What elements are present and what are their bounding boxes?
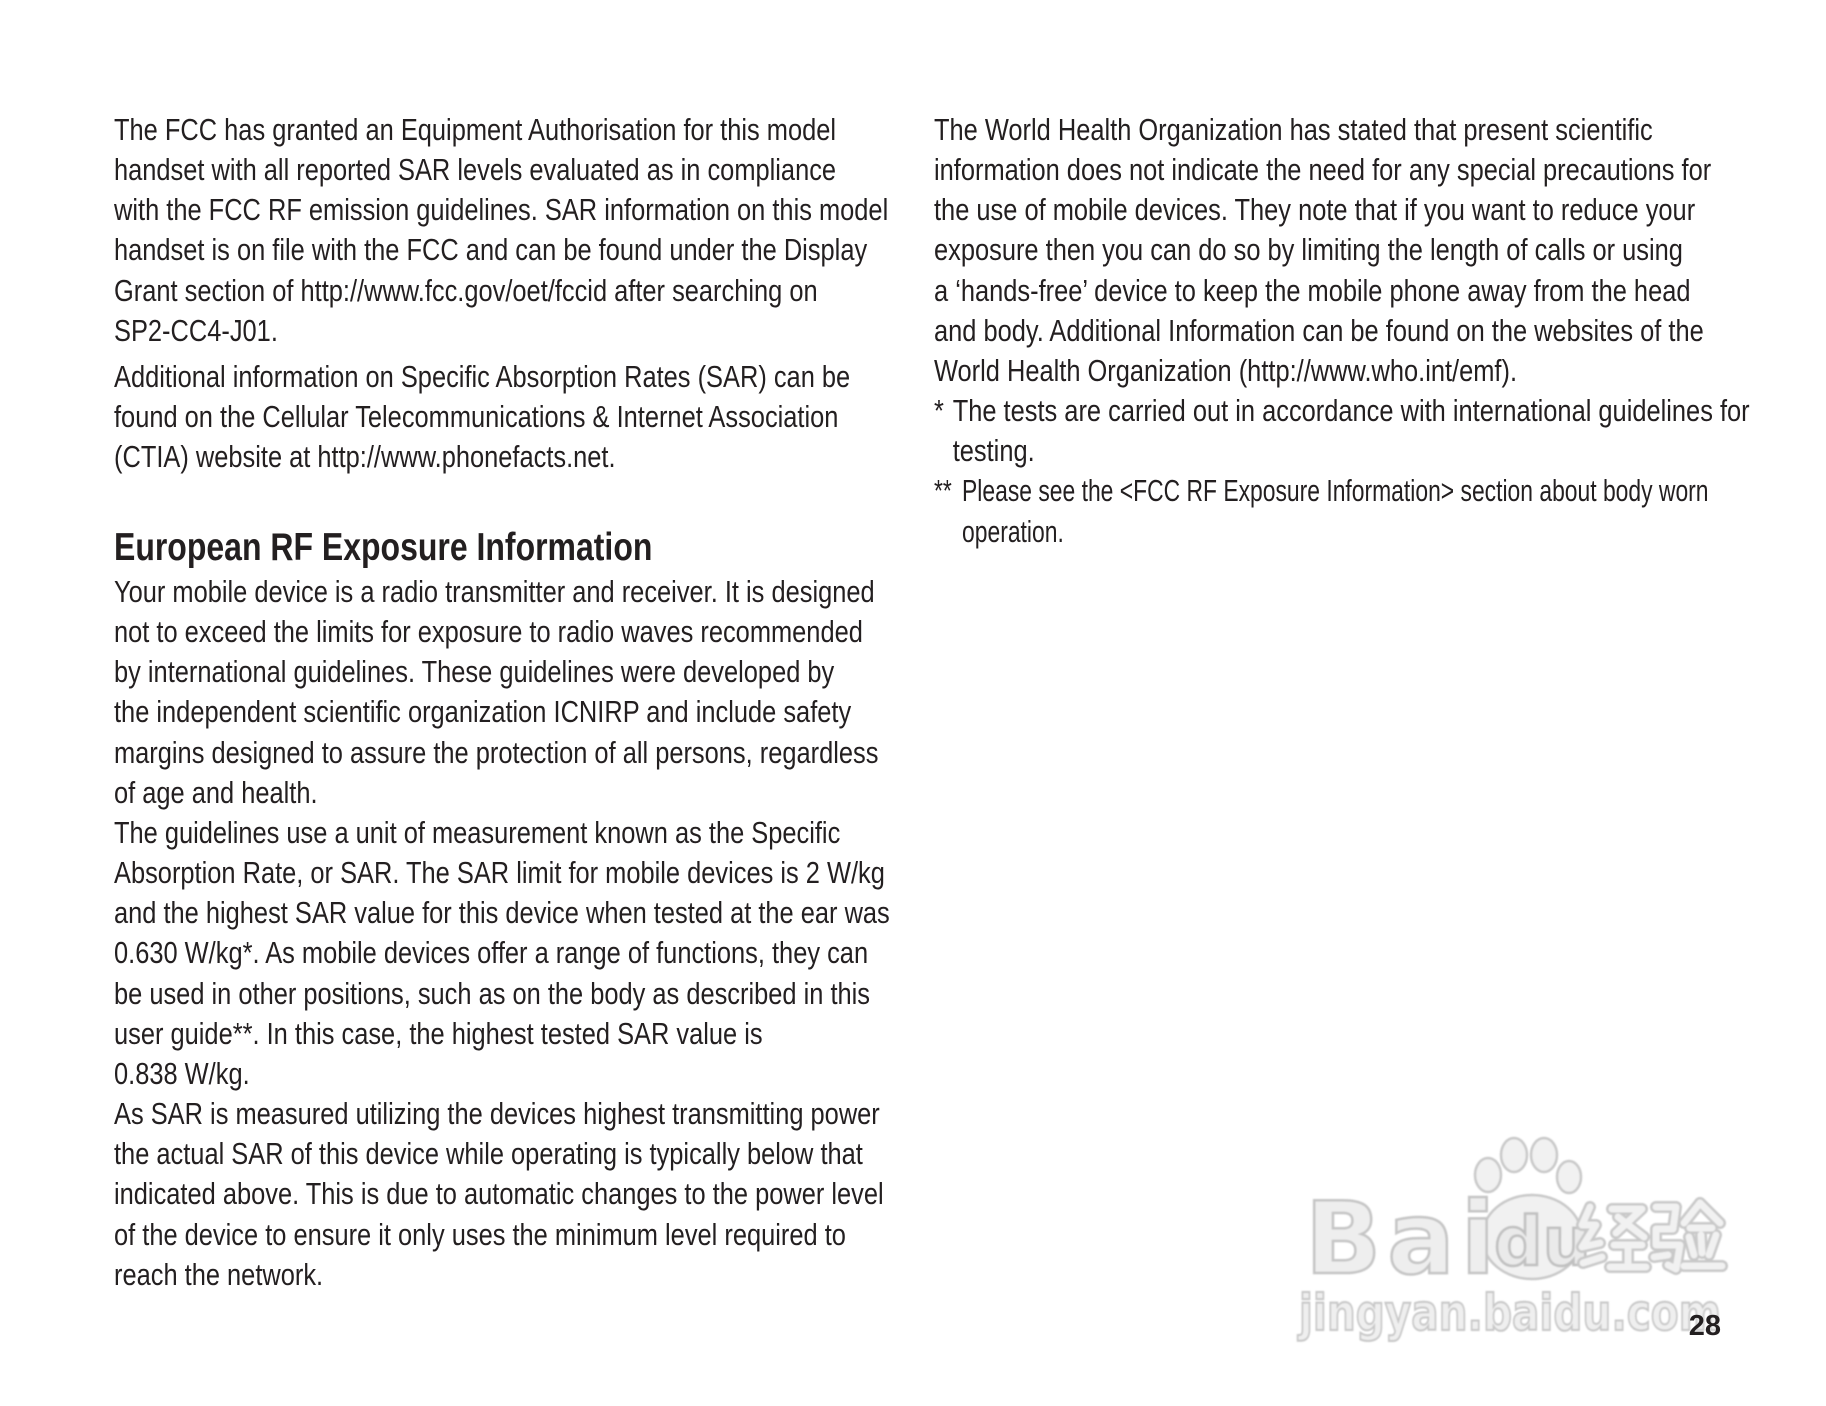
paragraph-sar-measurement [114, 813, 901, 1094]
paragraph-line: The FCC has granted an Equipment Authorisation for this model [114, 112, 837, 147]
paragraph-line: handset with all reported SAR levels evaluated as in compliance [114, 152, 837, 188]
footnote-line: The tests are carried out in accordance with international guidelines for [952, 393, 1750, 429]
paragraph-line: (CTIA) website at http://www.phonefacts.net. [114, 439, 616, 475]
footnote-body-worn [934, 471, 1716, 551]
watermark-url: jingyan.baidu.com [1297, 1284, 1721, 1342]
paragraph-sar-ctia-info [114, 357, 901, 477]
watermark-logo-du: du [1494, 1203, 1592, 1282]
paragraph-radio-transmitter [114, 572, 901, 813]
section-heading: European RF Exposure Information [114, 526, 653, 569]
paragraph-line: SP2-CC4-J01. [114, 312, 278, 348]
paragraph-line: found on the Cellular Telecommunications & Internet Association [114, 399, 839, 435]
baidu-watermark [1290, 1125, 1730, 1360]
paragraph-line: reach the network. [114, 1256, 324, 1292]
page-number: 28 [1688, 1310, 1721, 1342]
paragraph-line: and body. Additional Information can be found on the websites of the [934, 312, 1704, 348]
paragraph-line: World Health Organization (http://www.who.int/emf). [934, 352, 1518, 388]
footnote-line: testing. [952, 433, 1035, 469]
paragraph-line: and the highest SAR value for this device when tested at the ear was [114, 895, 890, 931]
paragraph-line: Additional information on Specific Absorption Rates (SAR) can be [114, 358, 851, 394]
right-column [934, 110, 1803, 552]
paragraph-line: the independent scientific organization ICNIRP and include safety [114, 694, 852, 730]
paragraph-line: Your mobile device is a radio transmitter and receiver. It is designed [114, 574, 875, 609]
paragraph-line: As SAR is measured utilizing the devices highest transmitting power [114, 1096, 880, 1132]
paragraph-line: Absorption Rate, or SAR. The SAR limit for mobile devices is 2 W/kg [114, 855, 885, 891]
watermark-logo-bai: Bai [1305, 1180, 1501, 1297]
watermark-cjk-glyphs [1582, 1203, 1722, 1269]
paragraph-line: of age and health. [114, 774, 318, 810]
paragraph-line: be used in other positions, such as on the body as described in this [114, 975, 871, 1011]
paragraph-fcc-authorisation [114, 110, 901, 351]
footnote-line: Please see the <FCC RF Exposure Information> section about body worn [962, 473, 1709, 509]
paragraph-line: margins designed to assure the protection of all persons, regardless [114, 734, 879, 770]
paragraph-line: a ‘hands-free’ device to keep the mobile phone away from the head [934, 272, 1691, 308]
paragraph-line: of the device to ensure it only uses the minimum level required to [114, 1216, 846, 1252]
paragraph-line: 0.838 W/kg. [114, 1055, 250, 1091]
paragraph-line: with the FCC RF emission guidelines. SAR information on this model [114, 192, 889, 228]
paragraph-line: exposure then you can do so by limiting the length of calls or using [934, 232, 1683, 268]
left-column [114, 110, 901, 1295]
footnote-marker: * [934, 393, 944, 429]
paragraph-line: not to exceed the limits for exposure to radio waves recommended [114, 614, 863, 650]
paragraph-line: the actual SAR of this device while operating is typically below that [114, 1136, 863, 1172]
paragraph-line: indicated above. This is due to automatic changes to the power level [114, 1176, 884, 1212]
paragraph-line: Grant section of http://www.fcc.gov/oet/fccid after searching on [114, 272, 818, 308]
paragraph-who-statement [934, 110, 1803, 391]
paragraph-line: The World Health Organization has stated that present scientific [934, 112, 1653, 147]
footnote-marker: ** [934, 473, 952, 509]
footnote-testing-guidelines [934, 391, 1803, 471]
paragraph-line: user guide**. In this case, the highest tested SAR value is [114, 1015, 763, 1051]
paragraph-line: handset is on file with the FCC and can be found under the Display [114, 232, 868, 268]
paragraph-line: 0.630 W/kg*. As mobile devices offer a range of functions, they can [114, 935, 869, 971]
footnote-line: operation. [962, 513, 1064, 549]
paragraph-line: by international guidelines. These guidelines were developed by [114, 654, 835, 690]
paragraph-line: information does not indicate the need for any special precautions for [934, 152, 1712, 188]
paragraph-actual-sar [114, 1094, 901, 1295]
paragraph-line: The guidelines use a unit of measurement known as the Specific [114, 814, 841, 850]
paragraph-line: the use of mobile devices. They note that if you want to reduce your [934, 192, 1696, 228]
